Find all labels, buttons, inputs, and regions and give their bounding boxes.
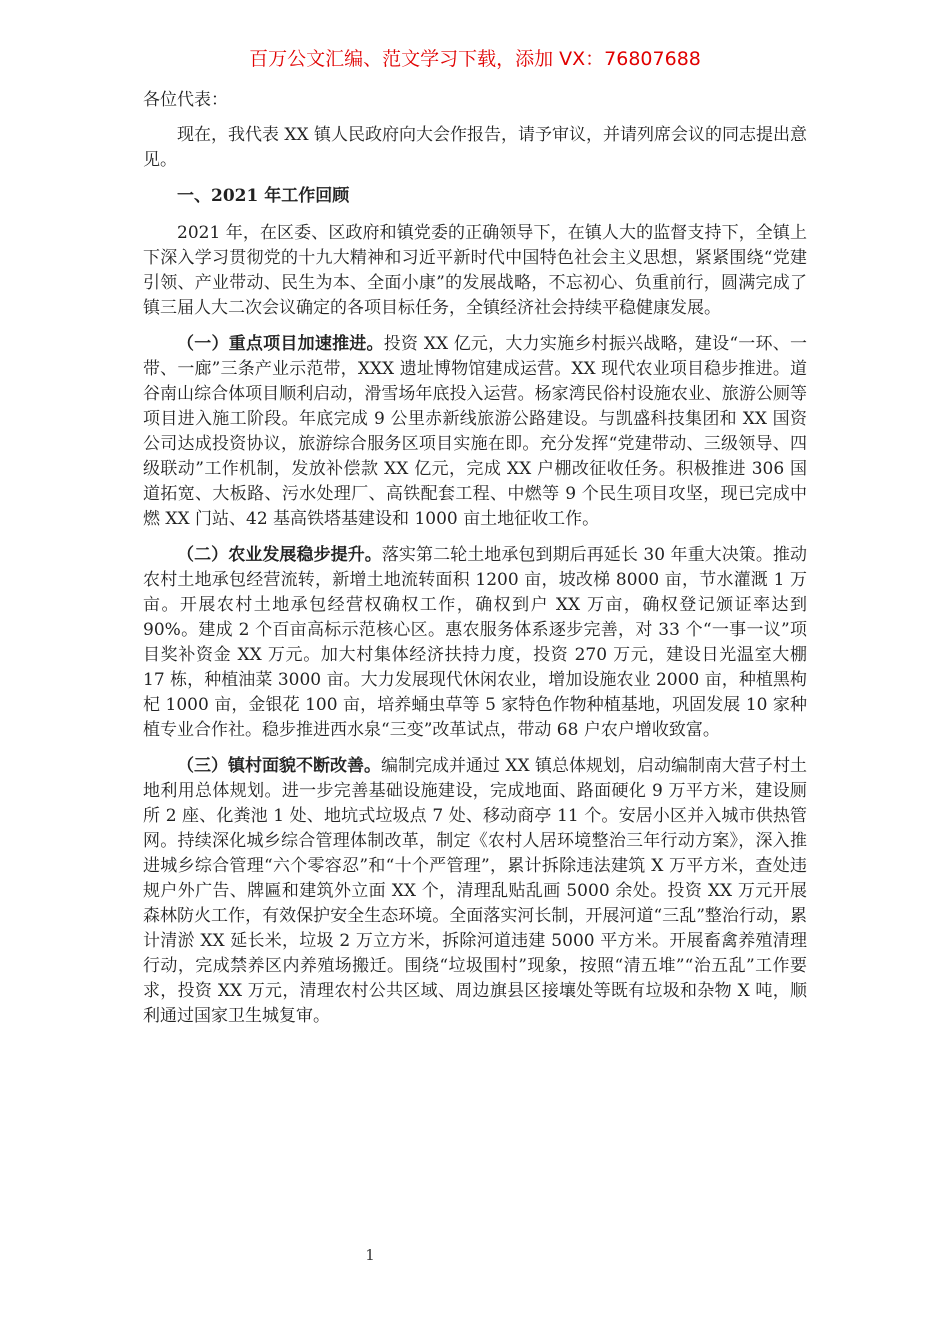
section-heading: 一、2021 年工作回顾 — [177, 186, 350, 206]
item-text: 落实第二轮土地承包到期后再延长 30 年重大决策。推动农村土地承包经营流转，新增土地流转面积 1200 亩，坡改梯 8000 亩，节水灌溉 1 万亩。开展农村土地承包经营权确权工作，确权到户 XX 万亩，确权登记颁证率达到 90%。建成 2 个百亩高标示范核心区。惠农服务体系逐步完善，对 33 个“一事一议”项目奖补资金 XX 万元。加大村集体经济扶持力度，投资 270 万元，建设日光温室大棚 17 栋，种植油菜 3000 亩。大力发展现代休闲农业，增加设施农业 2000 亩，种植黑枸杞 1000 亩，金银花 100 亩，培养蛹虫草等 5 家特色作物种植基地，巩固发展 10 家种植专业合作社。稳步推进西水泉“三变”改革试点，带动 68 户农户增收致富。 — [143, 545, 807, 740]
item-text: 编制完成并通过 XX 镇总体规划，启动编制南大营子村土地利用总体规划。进一步完善基础设施建设，完成地面、路面硬化 9 万平方米，建设厕所 2 座、化粪池 1 处、地坑式垃圾点 7 处、移动商亭 11 个。安居小区并入城市供热管网。持续深化城乡综合管理体制改革，制定《农村人居环境整治三年行动方案》，深入推进城乡综合管理“六个零容忍”和“十个严管理”，累计拆除违法建筑 X 万平方米，查处违规户外广告、牌匾和建筑外立面 XX 个，清理乱贴乱画 5000 余处。投资 XX 万元开展森林防火工作，有效保护安全生态环境。全面落实河长制，开展河道“三乱”整治行动，累计清淤 XX 延长米，垃圾 2 万立方米，拆除河道违建 5000 平方米。开展畜禽养殖清理行动，完成禁养区内养殖场搬迁。围绕“垃圾围村”现象，按照“清五堆”“治五乱”工作要求，投资 XX 万元，清理农村公共区域、周边旗县区接壤处等既有垃圾和杂物 X 吨，顺利通过国家卫生城复审。 — [143, 756, 808, 1026]
item-paragraph — [143, 543, 807, 743]
intro-paragraph: 现在，我代表 XX 镇人民政府向大会作报告，请予审议，并请列席会议的同志提出意见。 — [143, 125, 808, 170]
item-lead: （一）重点项目加速推进。 — [177, 334, 384, 354]
overview-paragraph: 2021 年，在区委、区政府和镇党委的正确领导下，在镇人大的监督支持下，全镇上下深入学习贯彻党的十九大精神和习近平新时代中国特色社会主义思想，紧紧围绕“党建引领、产业带动、民生为本、全面小康”的发展战略，不忘初心、负重前行，圆满完成了镇三届人大二次会议确定的各项目标任务，全镇经济社会持续平稳健康发展。 — [143, 223, 807, 318]
header-banner: 百万公文汇编、范文学习下载，添加 VX：76807688 — [249, 48, 701, 70]
item-lead: （三）镇村面貌不断改善。 — [177, 756, 381, 776]
page-number: 1 — [365, 1246, 375, 1264]
document-body — [143, 88, 807, 1029]
item-paragraph — [143, 754, 807, 1029]
item-paragraph — [143, 332, 807, 532]
salutation: 各位代表： — [143, 90, 228, 110]
item-text: 投资 XX 亿元，大力实施乡村振兴战略，建设“一环、一带、一廊”三条产业示范带，XXX 遗址博物馆建成运营。XX 现代农业项目稳步推进。道谷南山综合体项目顺利启动，滑雪场年底投入运营。杨家湾民俗村设施农业、旅游公厕等项目进入施工阶段。年底完成 9 公里赤新线旅游公路建设。与凯盛科技集团和 XX 国资公司达成投资协议，旅游综合服务区项目实施在即。充分发挥“党建带动、三级领导、四级联动”工作机制，发放补偿款 XX 亿元，完成 XX 户棚改征收任务。积极推进 306 国道拓宽、大板路、污水处理厂、高铁配套工程、中燃等 9 个民生项目攻坚，现已完成中燃 XX 门站、42 基高铁塔基建设和 1000 亩土地征收工作。 — [143, 334, 807, 529]
item-lead: （二）农业发展稳步提升。 — [177, 545, 382, 565]
